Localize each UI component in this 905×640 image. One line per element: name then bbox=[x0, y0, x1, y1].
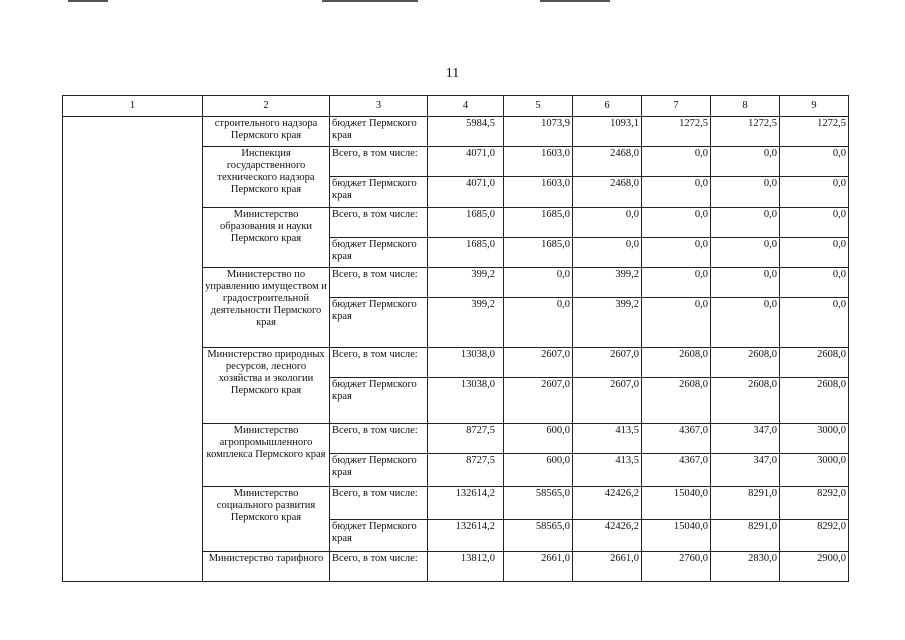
value-cell: 1603,0 bbox=[504, 147, 573, 177]
value-cell: 0,0 bbox=[711, 268, 780, 298]
value-cell: 8727,5 bbox=[428, 454, 504, 487]
value-cell: 0,0 bbox=[642, 238, 711, 268]
value-cell: 0,0 bbox=[642, 177, 711, 208]
funding-source-cell: бюджет Пермского края bbox=[330, 520, 428, 552]
value-cell: 0,0 bbox=[504, 268, 573, 298]
value-cell: 0,0 bbox=[780, 298, 849, 348]
column-1-cell bbox=[63, 117, 203, 582]
value-cell: 413,5 bbox=[573, 454, 642, 487]
value-cell: 2608,0 bbox=[780, 348, 849, 378]
value-cell: 0,0 bbox=[780, 147, 849, 177]
value-cell: 0,0 bbox=[504, 298, 573, 348]
value-cell: 0,0 bbox=[573, 208, 642, 238]
column-header: 4 bbox=[428, 96, 504, 117]
funding-source-cell: Всего, в том числе: bbox=[330, 268, 428, 298]
funding-source-cell: бюджет Пермского края bbox=[330, 454, 428, 487]
column-header: 2 bbox=[203, 96, 330, 117]
value-cell: 0,0 bbox=[642, 298, 711, 348]
value-cell: 58565,0 bbox=[504, 520, 573, 552]
value-cell: 2830,0 bbox=[711, 552, 780, 582]
scan-mark bbox=[322, 0, 418, 2]
organization-cell: Министерство тарифного bbox=[203, 552, 330, 582]
value-cell: 0,0 bbox=[780, 208, 849, 238]
funding-source-cell: Всего, в том числе: bbox=[330, 147, 428, 177]
value-cell: 8291,0 bbox=[711, 520, 780, 552]
value-cell: 4367,0 bbox=[642, 454, 711, 487]
column-header: 3 bbox=[330, 96, 428, 117]
value-cell: 58565,0 bbox=[504, 487, 573, 520]
value-cell: 42426,2 bbox=[573, 487, 642, 520]
value-cell: 347,0 bbox=[711, 424, 780, 454]
value-cell: 1685,0 bbox=[428, 208, 504, 238]
value-cell: 1272,5 bbox=[642, 117, 711, 147]
funding-source-cell: бюджет Пермского края bbox=[330, 378, 428, 424]
value-cell: 0,0 bbox=[711, 238, 780, 268]
value-cell: 600,0 bbox=[504, 454, 573, 487]
value-cell: 2607,0 bbox=[504, 378, 573, 424]
value-cell: 2468,0 bbox=[573, 177, 642, 208]
funding-source-cell: Всего, в том числе: bbox=[330, 424, 428, 454]
page-number: 11 bbox=[445, 66, 460, 81]
value-cell: 1685,0 bbox=[428, 238, 504, 268]
value-cell: 42426,2 bbox=[573, 520, 642, 552]
table-body bbox=[63, 117, 849, 582]
value-cell: 413,5 bbox=[573, 424, 642, 454]
organization-cell: Министерство социального развития Пермского края bbox=[203, 487, 330, 552]
column-header: 1 bbox=[63, 96, 203, 117]
value-cell: 1272,5 bbox=[711, 117, 780, 147]
value-cell: 0,0 bbox=[642, 268, 711, 298]
value-cell: 1272,5 bbox=[780, 117, 849, 147]
header-row bbox=[63, 96, 849, 117]
value-cell: 1685,0 bbox=[504, 238, 573, 268]
value-cell: 0,0 bbox=[780, 177, 849, 208]
funding-source-cell: бюджет Пермского края bbox=[330, 238, 428, 268]
column-header: 5 bbox=[504, 96, 573, 117]
value-cell: 1685,0 bbox=[504, 208, 573, 238]
organization-cell: Министерство природных ресурсов, лесного хозяйства и экологии Пермского края bbox=[203, 348, 330, 424]
funding-source-cell: бюджет Пермского края bbox=[330, 177, 428, 208]
value-cell: 1073,9 bbox=[504, 117, 573, 147]
budget-table bbox=[62, 95, 849, 582]
organization-cell: Инспекция государственного технического надзора Пермского края bbox=[203, 147, 330, 208]
value-cell: 2661,0 bbox=[573, 552, 642, 582]
organization-cell: Министерство по управлению имуществом и градостроительной деятельности Пермского края bbox=[203, 268, 330, 348]
value-cell: 13038,0 bbox=[428, 378, 504, 424]
value-cell: 2661,0 bbox=[504, 552, 573, 582]
value-cell: 15040,0 bbox=[642, 520, 711, 552]
funding-source-cell: бюджет Пермского края bbox=[330, 117, 428, 147]
value-cell: 0,0 bbox=[780, 238, 849, 268]
value-cell: 0,0 bbox=[642, 147, 711, 177]
column-header: 8 bbox=[711, 96, 780, 117]
funding-source-cell: Всего, в том числе: bbox=[330, 348, 428, 378]
value-cell: 15040,0 bbox=[642, 487, 711, 520]
value-cell: 8727,5 bbox=[428, 424, 504, 454]
value-cell: 2608,0 bbox=[642, 348, 711, 378]
value-cell: 3000,0 bbox=[780, 454, 849, 487]
value-cell: 399,2 bbox=[573, 268, 642, 298]
value-cell: 2607,0 bbox=[573, 378, 642, 424]
value-cell: 4071,0 bbox=[428, 177, 504, 208]
value-cell: 2608,0 bbox=[711, 348, 780, 378]
funding-source-cell: бюджет Пермского края bbox=[330, 298, 428, 348]
value-cell: 4071,0 bbox=[428, 147, 504, 177]
value-cell: 2760,0 bbox=[642, 552, 711, 582]
value-cell: 13812,0 bbox=[428, 552, 504, 582]
value-cell: 1603,0 bbox=[504, 177, 573, 208]
value-cell: 2608,0 bbox=[780, 378, 849, 424]
value-cell: 2608,0 bbox=[711, 378, 780, 424]
column-header: 6 bbox=[573, 96, 642, 117]
value-cell: 399,2 bbox=[428, 298, 504, 348]
organization-cell: Министерство образования и науки Пермского края bbox=[203, 208, 330, 268]
value-cell: 2900,0 bbox=[780, 552, 849, 582]
value-cell: 0,0 bbox=[711, 298, 780, 348]
value-cell: 8291,0 bbox=[711, 487, 780, 520]
value-cell: 3000,0 bbox=[780, 424, 849, 454]
value-cell: 399,2 bbox=[573, 298, 642, 348]
organization-cell: Министерство агропромышленного комплекса Пермского края bbox=[203, 424, 330, 487]
value-cell: 13038,0 bbox=[428, 348, 504, 378]
value-cell: 0,0 bbox=[642, 208, 711, 238]
value-cell: 2608,0 bbox=[642, 378, 711, 424]
value-cell: 347,0 bbox=[711, 454, 780, 487]
value-cell: 399,2 bbox=[428, 268, 504, 298]
value-cell: 132614,2 bbox=[428, 520, 504, 552]
value-cell: 0,0 bbox=[711, 208, 780, 238]
scan-mark bbox=[540, 0, 610, 2]
value-cell: 5984,5 bbox=[428, 117, 504, 147]
column-header: 7 bbox=[642, 96, 711, 117]
organization-cell: строительного надзора Пермского края bbox=[203, 117, 330, 147]
column-header: 9 bbox=[780, 96, 849, 117]
value-cell: 8292,0 bbox=[780, 520, 849, 552]
value-cell: 0,0 bbox=[711, 147, 780, 177]
value-cell: 132614,2 bbox=[428, 487, 504, 520]
scan-mark bbox=[68, 0, 108, 2]
value-cell: 1093,1 bbox=[573, 117, 642, 147]
value-cell: 8292,0 bbox=[780, 487, 849, 520]
value-cell: 0,0 bbox=[573, 238, 642, 268]
table-row bbox=[63, 117, 849, 147]
value-cell: 600,0 bbox=[504, 424, 573, 454]
value-cell: 4367,0 bbox=[642, 424, 711, 454]
value-cell: 0,0 bbox=[711, 177, 780, 208]
value-cell: 0,0 bbox=[780, 268, 849, 298]
value-cell: 2468,0 bbox=[573, 147, 642, 177]
funding-source-cell: Всего, в том числе: bbox=[330, 487, 428, 520]
funding-source-cell: Всего, в том числе: bbox=[330, 552, 428, 582]
funding-source-cell: Всего, в том числе: bbox=[330, 208, 428, 238]
value-cell: 2607,0 bbox=[504, 348, 573, 378]
value-cell: 2607,0 bbox=[573, 348, 642, 378]
